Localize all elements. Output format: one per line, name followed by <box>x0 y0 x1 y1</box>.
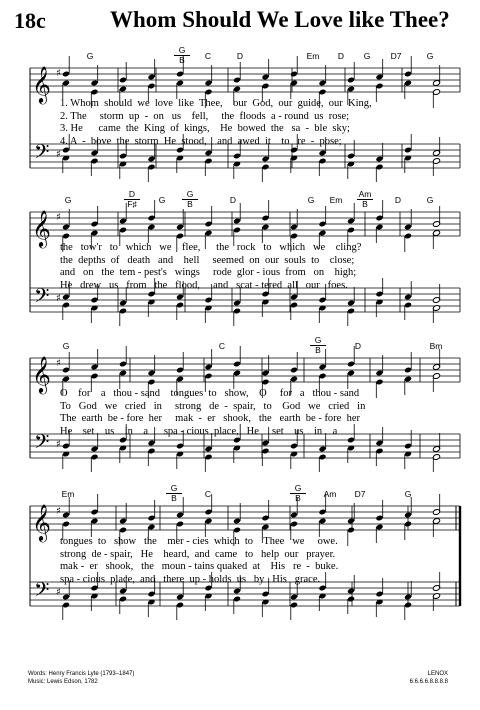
system-3 <box>0 336 480 476</box>
lyric-line: spa - cious place, and there up - holds us by His grace. <box>60 573 321 585</box>
chord-bass: B <box>174 55 190 65</box>
chord-symbol: C <box>204 489 212 499</box>
credit-music: Music: Lewis Edson, 1782 <box>28 679 98 685</box>
chord-symbol: D <box>337 51 345 61</box>
lyric-line: O for a thou - sand tongues to show, O for a thou - sand <box>60 388 360 399</box>
chord-symbol: D7 <box>390 51 402 61</box>
svg-text:𝄢: 𝄢 <box>34 430 50 458</box>
credit-words: Words: Henry Francis Lyte (1793–1847) <box>28 671 135 677</box>
lyric-line: To God we cried in strong de - spair, to God we cried in <box>60 400 366 412</box>
chord-symbol: G <box>426 51 434 61</box>
svg-text:♯: ♯ <box>56 149 61 160</box>
lyric-line: the tow'r to which we flee, the rock to which we cling? <box>60 242 362 253</box>
chord-root: G <box>314 335 322 345</box>
svg-text:♯: ♯ <box>56 293 61 304</box>
lyric-line: 4. A - bove the storm He stood, and awed it to re - pose; <box>60 135 342 147</box>
chord-symbol: D7 <box>354 489 366 499</box>
chord-symbol: G <box>307 195 315 205</box>
tune-meter: 6.6.6.6.8.8.8.8 <box>409 679 448 685</box>
svg-text:𝄢: 𝄢 <box>34 140 50 168</box>
lyric-line: He set us in a spa - cious place, He set us in a <box>60 425 338 437</box>
lyric-line: strong de - spair, He heard, and came to help our prayer. <box>60 548 336 560</box>
chord-root: G <box>178 45 186 55</box>
chord-bass: B <box>310 345 326 355</box>
chord-symbol: G <box>62 341 70 351</box>
chord-symbol: Bm <box>429 341 443 351</box>
lyric-line: 1. Whom should we love like Thee, our God, our guide, our King, <box>60 98 372 109</box>
chord-bass: B <box>182 199 198 209</box>
chord-symbol: C <box>204 51 212 61</box>
chord-symbol: Em <box>329 195 343 205</box>
svg-text:♯: ♯ <box>56 506 61 517</box>
svg-text:𝄞: 𝄞 <box>32 209 51 247</box>
chord-symbol: G <box>426 195 434 205</box>
lyric-line: The earth be - fore her mak - er shook, the earth be - fore her <box>60 413 360 424</box>
chord-symbol: C <box>218 341 226 351</box>
lyric-line: 3. He came the King of kings, He bowed the sa - ble sky; <box>60 123 350 134</box>
svg-text:𝄞: 𝄞 <box>32 355 51 393</box>
svg-text:♯: ♯ <box>56 358 61 369</box>
chord-symbol: D <box>394 195 402 205</box>
chord-symbol: Em <box>306 51 320 61</box>
hymn-header <box>0 0 480 40</box>
chord-root: D <box>128 189 136 199</box>
chord-symbol: D <box>229 195 237 205</box>
svg-text:𝄢: 𝄢 <box>34 284 50 312</box>
chord-symbol: G <box>158 195 166 205</box>
chord-bass: F♯ <box>124 199 140 209</box>
chord-bass: B <box>357 199 373 209</box>
svg-text:𝄢: 𝄢 <box>34 578 50 606</box>
lyric-line: the depths of death and hell seemed on our souls to close; <box>60 254 355 266</box>
tune-name: LENOX <box>427 671 448 677</box>
svg-text:♯: ♯ <box>56 439 61 450</box>
chord-root: G <box>170 483 178 493</box>
chord-symbol: D <box>236 51 244 61</box>
chord-symbol: Em <box>61 489 75 499</box>
svg-text:♯: ♯ <box>56 68 61 79</box>
lyric-line: mak - er shook, the moun - tains quaked at His re - buke. <box>60 561 339 572</box>
chord-symbol: G <box>363 51 371 61</box>
chord-symbol: G <box>404 489 412 499</box>
lyric-line: 2. The storm up - on us fell, the floods a - round us rose; <box>60 110 350 122</box>
svg-text:♯: ♯ <box>56 587 61 598</box>
lyric-line: He drew us from the flood, and scat - tered all our foes. <box>60 279 348 291</box>
chord-symbol: Am <box>323 489 337 499</box>
hymn-number: 18c <box>14 8 46 33</box>
svg-text:𝄞: 𝄞 <box>32 65 51 103</box>
system-1 <box>0 46 480 186</box>
chord-bass: B <box>290 493 306 503</box>
svg-text:𝄞: 𝄞 <box>32 503 51 541</box>
lyric-line: tongues to show the mer - cies which to Thee we owe. <box>60 536 338 547</box>
chord-bass: B <box>166 493 182 503</box>
lyric-line: and on the tem - pest's wings rode glor - ious from on high; <box>60 267 357 278</box>
system-4 <box>0 484 480 624</box>
chord-symbol: D <box>354 341 362 351</box>
system-2 <box>0 190 480 330</box>
chord-root: Am <box>358 189 372 199</box>
chord-symbol: G <box>64 195 72 205</box>
svg-text:♯: ♯ <box>56 212 61 223</box>
chord-root: G <box>186 189 194 199</box>
chord-root: G <box>294 483 302 493</box>
chord-symbol: G <box>86 51 94 61</box>
hymn-title: Whom Should We Love like Thee? <box>110 7 450 32</box>
